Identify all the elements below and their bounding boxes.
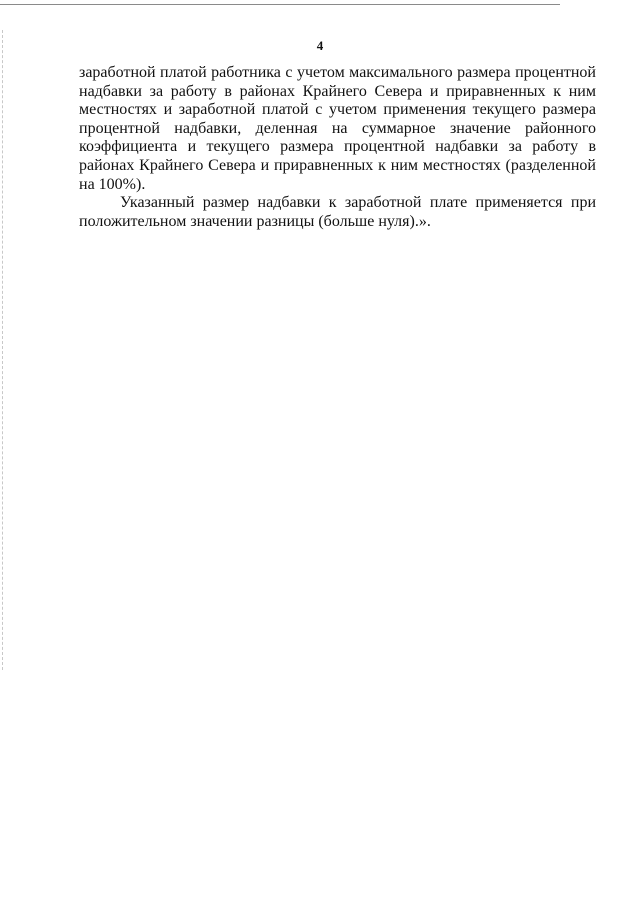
document-body [79, 64, 596, 231]
scan-edge-mark [2, 30, 3, 670]
paragraph-continuation: заработной платой работника с учетом максимального размера процентной надбавки за работу в районах Крайнего Севера и приравненных к ним местностях и заработной платой с учетом применения текущего размера процентной надбавки, деленная на суммарное значение районного коэффициента и текущего размера процентной надбавки за работу в районах Крайнего Севера и приравненных к ним местностях (разделенной на 100%). [79, 64, 596, 193]
scan-border-line [0, 4, 560, 5]
paragraph: Указанный размер надбавки к заработной плате применяется при положительном значении разницы (больше нуля).». [79, 194, 596, 230]
page-number: 4 [316, 38, 324, 53]
